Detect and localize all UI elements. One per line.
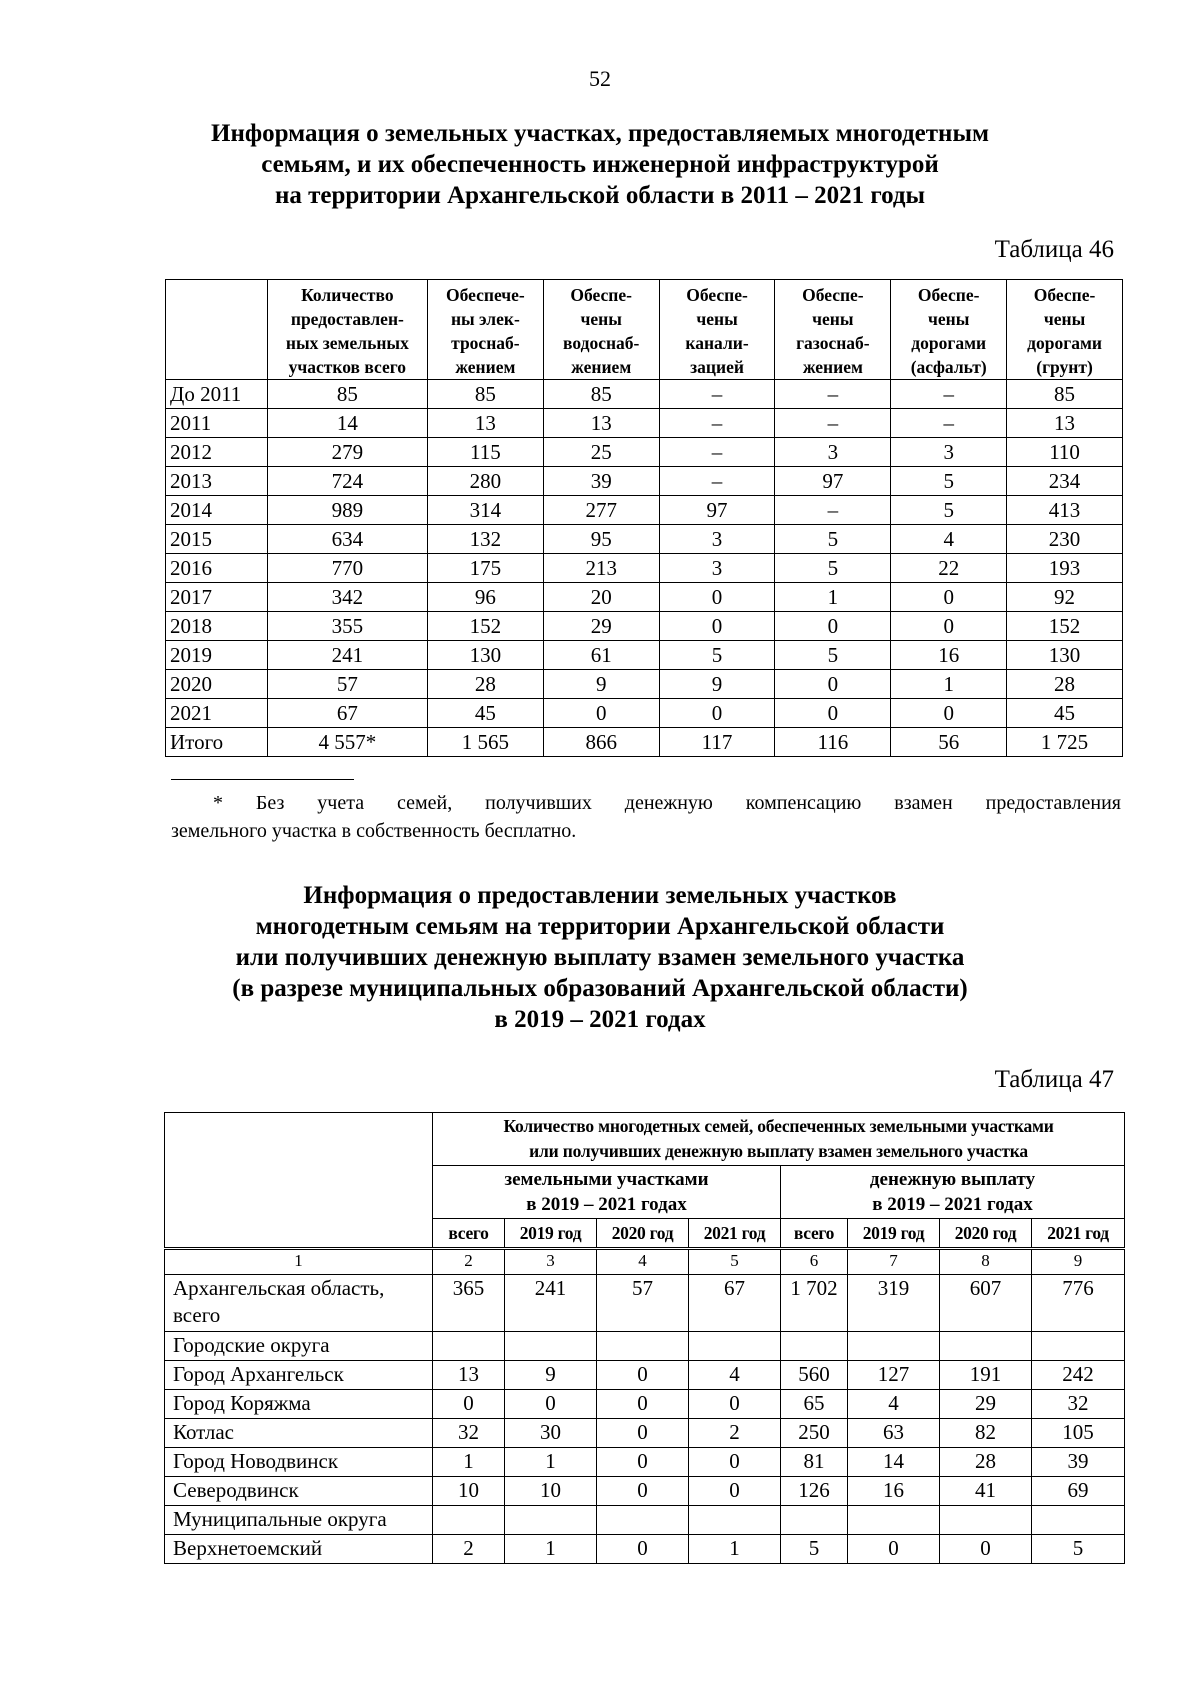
table47-subheader: 2021 год (1032, 1219, 1125, 1249)
table46-cell: 0 (775, 612, 891, 641)
table46-cell: 241 (267, 641, 427, 670)
table46-cell: 61 (543, 641, 659, 670)
table46-cell: 193 (1007, 554, 1123, 583)
table47-cell: 0 (689, 1448, 781, 1477)
table47-header-row (165, 1113, 1125, 1166)
table47-cell (1032, 1332, 1125, 1361)
table46-cell: – (775, 496, 891, 525)
table46-cell: 0 (543, 699, 659, 728)
table46-corner-cell (166, 280, 268, 380)
table47-cell: 5 (781, 1535, 848, 1564)
table47-cell: 0 (848, 1535, 940, 1564)
table47-cell: 32 (1032, 1390, 1125, 1419)
table46-cell: 4 557* (267, 728, 427, 757)
table46-cell: 28 (1007, 670, 1123, 699)
table46-cell: 92 (1007, 583, 1123, 612)
table47-cell (505, 1332, 597, 1361)
table46-cell: 3 (775, 438, 891, 467)
header-line: Обеспе- (686, 285, 748, 305)
table46-cell: 0 (775, 699, 891, 728)
table46-cell: 634 (267, 525, 427, 554)
table46-row (166, 380, 1123, 409)
table47-cell (433, 1506, 505, 1535)
table46-cell: 28 (427, 670, 543, 699)
table46-row (166, 612, 1123, 641)
column-number: 7 (848, 1249, 940, 1275)
table46-title-line: Информация о земельных участках, предоставляемых многодетным (211, 120, 989, 147)
table46-row (166, 583, 1123, 612)
table47-cell: 4 (848, 1390, 940, 1419)
table46-cell: 13 (1007, 409, 1123, 438)
footnote-rule (171, 779, 354, 780)
table46-cell: 0 (891, 699, 1007, 728)
table47-cell: 28 (940, 1448, 1032, 1477)
table46-header-cell (427, 280, 543, 380)
table47-cell (940, 1506, 1032, 1535)
table47-cell (781, 1506, 848, 1535)
table47-group-payment (781, 1166, 1125, 1219)
column-number: 9 (1032, 1249, 1125, 1275)
table47-cell (1032, 1506, 1125, 1535)
table46-cell: 152 (427, 612, 543, 641)
table46-cell: 132 (427, 525, 543, 554)
table46-cell: 277 (543, 496, 659, 525)
table46-cell: 85 (267, 380, 427, 409)
column-number: 5 (689, 1249, 781, 1275)
table46-cell: 413 (1007, 496, 1123, 525)
header-line: Количество многодетных семей, обеспеченных земельными участками (503, 1116, 1054, 1136)
table47-cell: 10 (433, 1477, 505, 1506)
table47-cell: 1 (433, 1448, 505, 1477)
table47-cell: 10 (505, 1477, 597, 1506)
table46-cell: 3 (891, 438, 1007, 467)
table47-cell: 319 (848, 1275, 940, 1332)
table47-cell: 0 (505, 1390, 597, 1419)
header-line: зацией (690, 357, 744, 377)
table46-row (166, 496, 1123, 525)
header-line: дорогами (911, 333, 987, 353)
table46-cell: – (659, 380, 775, 409)
table46-cell: 342 (267, 583, 427, 612)
table47-cell: 16 (848, 1477, 940, 1506)
table46-header-row (166, 280, 1123, 380)
table47-cell: 1 (505, 1448, 597, 1477)
table46-row (166, 699, 1123, 728)
header-line: жением (455, 357, 516, 377)
table46-cell: 97 (659, 496, 775, 525)
table47-cell: 57 (597, 1275, 689, 1332)
table47-cell: 4 (689, 1361, 781, 1390)
header-line: дорогами (1027, 333, 1102, 353)
table46-row (166, 438, 1123, 467)
table47-title-line: многодетным семьям на территории Архангельской области (255, 913, 945, 940)
table47-cell: 0 (597, 1361, 689, 1390)
header-line: (грунт) (1036, 357, 1093, 377)
table47-row-label: Город Новодвинск (165, 1448, 433, 1477)
table46-row (166, 467, 1123, 496)
table46-cell: 5 (775, 554, 891, 583)
table47-row-label: Муниципальные округа (165, 1506, 433, 1535)
table47-cell: 365 (433, 1275, 505, 1332)
table46-cell: 29 (543, 612, 659, 641)
header-line: (асфальт) (910, 357, 987, 377)
table47-cell (433, 1332, 505, 1361)
table46-row-label: 2019 (166, 641, 268, 670)
table46-cell: 0 (775, 670, 891, 699)
header-line: Обеспече- (446, 285, 525, 305)
table47-subheader: всего (781, 1219, 848, 1249)
table47-cell: 250 (781, 1419, 848, 1448)
footnote (171, 789, 1121, 845)
page-number: 52 (589, 66, 611, 91)
table46-cell: 230 (1007, 525, 1123, 554)
header-line: предоставлен- (290, 309, 404, 329)
header-line: чены (696, 309, 738, 329)
table47-row-label: Котлас (165, 1419, 433, 1448)
table47-title-line: в 2019 – 2021 годах (494, 1006, 706, 1033)
table46-title-line: на территории Архангельской области в 2011 – 2021 годы (274, 182, 926, 209)
table46-cell: 25 (543, 438, 659, 467)
header-line: земельными участками (504, 1169, 709, 1190)
table47-cell: 126 (781, 1477, 848, 1506)
table46-cell: 22 (891, 554, 1007, 583)
table46-cell: 175 (427, 554, 543, 583)
header-line: чены (1043, 309, 1086, 329)
table47-cell: 82 (940, 1419, 1032, 1448)
table46-row-label: 2017 (166, 583, 268, 612)
table47-cell (505, 1506, 597, 1535)
table47-cell: 0 (433, 1390, 505, 1419)
table46-row-label: 2021 (166, 699, 268, 728)
table46-cell: 13 (543, 409, 659, 438)
table46-row (166, 409, 1123, 438)
table46-cell: 1 725 (1007, 728, 1123, 757)
table47-cell (848, 1332, 940, 1361)
table47-column-numbers (165, 1249, 1125, 1275)
header-line: денежную выплату (869, 1169, 1036, 1190)
table46-cell: 56 (891, 728, 1007, 757)
table46 (165, 279, 1123, 757)
table46-row-label: Итого (166, 728, 268, 757)
table47-cell: 32 (433, 1419, 505, 1448)
table47 (164, 1112, 1125, 1564)
header-line: Обеспе- (570, 285, 632, 305)
table46-cell: 117 (659, 728, 775, 757)
table46-cell: – (659, 438, 775, 467)
table46-cell: 9 (543, 670, 659, 699)
header-line: в 2019 – 2021 годах (872, 1194, 1033, 1215)
table47-row (165, 1419, 1125, 1448)
table47-cell (940, 1332, 1032, 1361)
table47-row-label: Верхнетоемский (165, 1535, 433, 1564)
table46-cell: 85 (543, 380, 659, 409)
table46-cell: 152 (1007, 612, 1123, 641)
table46-cell: 20 (543, 583, 659, 612)
table46-cell: 234 (1007, 467, 1123, 496)
header-line: жением (571, 357, 632, 377)
table46-cell: 279 (267, 438, 427, 467)
table47-title-line: (в разрезе муниципальных образований Архангельской области) (232, 975, 968, 1002)
table46-cell: 0 (659, 612, 775, 641)
table47-row (165, 1535, 1125, 1564)
table46-cell: 57 (267, 670, 427, 699)
table47-cell: 776 (1032, 1275, 1125, 1332)
table46-cell: 85 (427, 380, 543, 409)
table47-cell: 0 (940, 1535, 1032, 1564)
table46-cell: 110 (1007, 438, 1123, 467)
table47-row-label: Город Архангельск (165, 1361, 433, 1390)
table46-cell: 314 (427, 496, 543, 525)
table46-cell: 5 (891, 496, 1007, 525)
table46-cell: 213 (543, 554, 659, 583)
table46-header-cell (659, 280, 775, 380)
table47-cell: 0 (597, 1477, 689, 1506)
table46-cell: 115 (427, 438, 543, 467)
table46-cell: 0 (659, 699, 775, 728)
table47-cell: 242 (1032, 1361, 1125, 1390)
table46-cell: 4 (891, 525, 1007, 554)
table46-cell: 724 (267, 467, 427, 496)
table47-cell: 13 (433, 1361, 505, 1390)
header-line: Обеспе- (917, 285, 980, 305)
table46-cell: 5 (891, 467, 1007, 496)
table46-cell: 1 (775, 583, 891, 612)
footnote-line: * Без учета семей, получивших денежную компенсацию взамен предоставления (213, 792, 1121, 814)
table47-row (165, 1332, 1125, 1361)
table46-row (166, 554, 1123, 583)
table47-row (165, 1361, 1125, 1390)
table47-cell: 0 (597, 1448, 689, 1477)
column-number: 2 (433, 1249, 505, 1275)
table47-cell: 14 (848, 1448, 940, 1477)
column-number: 6 (781, 1249, 848, 1275)
table47-cell (689, 1506, 781, 1535)
table47-cell: 5 (1032, 1535, 1125, 1564)
header-line: или получивших денежную выплату взамен земельного участка (529, 1141, 1028, 1161)
table46-cell: 45 (427, 699, 543, 728)
header-line: чены (580, 309, 622, 329)
table46-header-cell (1007, 280, 1123, 380)
table47-cell: 0 (597, 1419, 689, 1448)
header-line: канали- (685, 333, 749, 353)
table47-label: Таблица 47 (994, 1066, 1114, 1093)
table46-cell: 3 (659, 554, 775, 583)
table46-cell: 95 (543, 525, 659, 554)
header-line: жением (802, 357, 863, 377)
table47-title-line: или получивших денежную выплату взамен земельного участка (235, 944, 965, 971)
column-number: 1 (165, 1249, 433, 1275)
table47-cell: 41 (940, 1477, 1032, 1506)
table46-cell: 67 (267, 699, 427, 728)
table47-subheader: 2019 год (505, 1219, 597, 1249)
table47-row (165, 1448, 1125, 1477)
table47-row (165, 1390, 1125, 1419)
table46-cell: 5 (775, 525, 891, 554)
header-line: Обеспе- (1033, 285, 1096, 305)
table47-cell (597, 1506, 689, 1535)
table46-cell: 989 (267, 496, 427, 525)
table46-cell: 355 (267, 612, 427, 641)
table47-cell: 81 (781, 1448, 848, 1477)
table47-cell: 0 (689, 1390, 781, 1419)
table47-cell: 127 (848, 1361, 940, 1390)
table47-cell: 29 (940, 1390, 1032, 1419)
footnote-line: земельного участка в собственность бесплатно. (171, 820, 577, 842)
table46-cell: 280 (427, 467, 543, 496)
table46-cell: 39 (543, 467, 659, 496)
table47-row-label: Город Коряжма (165, 1390, 433, 1419)
table46-row-label: 2012 (166, 438, 268, 467)
table46-cell: 0 (659, 583, 775, 612)
table46-cell: 96 (427, 583, 543, 612)
table46-cell: 0 (891, 583, 1007, 612)
header-line: газоснаб- (796, 333, 870, 353)
table46-cell: 16 (891, 641, 1007, 670)
table46-cell: – (891, 409, 1007, 438)
table46-cell: 5 (659, 641, 775, 670)
table46-cell: – (659, 467, 775, 496)
table47-row-label (165, 1275, 433, 1332)
table46-title (100, 118, 1100, 211)
table47-cell: 2 (433, 1535, 505, 1564)
table46-row-label: 2014 (166, 496, 268, 525)
table47-row (165, 1477, 1125, 1506)
table47-cell: 30 (505, 1419, 597, 1448)
table47-group-land (433, 1166, 781, 1219)
table46-row-label: 2011 (166, 409, 268, 438)
header-line: ных земельных (285, 333, 409, 353)
header-line: ны элек- (450, 309, 520, 329)
row-label-line: всего (173, 1303, 221, 1327)
table47-cell: 65 (781, 1390, 848, 1419)
table46-cell: 130 (427, 641, 543, 670)
table46-cell: 45 (1007, 699, 1123, 728)
table47-row-label: Городские округа (165, 1332, 433, 1361)
table46-cell: 116 (775, 728, 891, 757)
table46-row (166, 670, 1123, 699)
column-number: 8 (940, 1249, 1032, 1275)
table46-cell: 1 (891, 670, 1007, 699)
table47-subheader: 2020 год (940, 1219, 1032, 1249)
table47-cell (689, 1332, 781, 1361)
table46-label: Таблица 46 (994, 236, 1114, 263)
table47-cell: 1 702 (781, 1275, 848, 1332)
table46-cell: – (891, 380, 1007, 409)
table46-cell: 5 (775, 641, 891, 670)
table46-cell: 0 (891, 612, 1007, 641)
table46-cell: 770 (267, 554, 427, 583)
table46-cell: 14 (267, 409, 427, 438)
table46-title-line: семьям, и их обеспеченность инженерной инфраструктурой (261, 151, 939, 178)
table46-cell: 130 (1007, 641, 1123, 670)
table46-header-cell (891, 280, 1007, 380)
table47-subheader: всего (433, 1219, 505, 1249)
header-line: троснаб- (451, 333, 520, 353)
table47-cell: 2 (689, 1419, 781, 1448)
table47-cell: 67 (689, 1275, 781, 1332)
table47-cell: 0 (597, 1390, 689, 1419)
header-line: водоснаб- (563, 333, 640, 353)
table47-corner-cell (165, 1113, 433, 1249)
table47-cell: 0 (689, 1477, 781, 1506)
table47-cell: 191 (940, 1361, 1032, 1390)
table46-row-label: 2020 (166, 670, 268, 699)
row-label-line: Архангельская область, (173, 1276, 385, 1300)
table46-header-cell (267, 280, 427, 380)
table47-row (165, 1506, 1125, 1535)
table47-cell: 0 (597, 1535, 689, 1564)
table46-cell: 3 (659, 525, 775, 554)
table47-cell (597, 1332, 689, 1361)
table47-cell: 1 (689, 1535, 781, 1564)
header-line: чены (928, 309, 970, 329)
table46-cell: 1 565 (427, 728, 543, 757)
table46-cell: 9 (659, 670, 775, 699)
table46-cell: 13 (427, 409, 543, 438)
table46-row-label: До 2011 (166, 380, 268, 409)
table47-cell: 241 (505, 1275, 597, 1332)
table47-cell: 1 (505, 1535, 597, 1564)
table47-cell (781, 1332, 848, 1361)
table46-cell: – (775, 409, 891, 438)
table46-row (166, 525, 1123, 554)
table47-subheader: 2020 год (597, 1219, 689, 1249)
table46-row-label: 2015 (166, 525, 268, 554)
table47-subheader: 2019 год (848, 1219, 940, 1249)
table47-row (165, 1275, 1125, 1332)
table46-cell: – (775, 380, 891, 409)
table46-header-cell (775, 280, 891, 380)
header-line: чены (812, 309, 854, 329)
table47-cell: 69 (1032, 1477, 1125, 1506)
table47-row-label: Северодвинск (165, 1477, 433, 1506)
header-line: Количество (301, 285, 394, 305)
table46-row-label: 2016 (166, 554, 268, 583)
table47-cell (848, 1506, 940, 1535)
header-line: в 2019 – 2021 годах (526, 1194, 687, 1215)
table47-subheader: 2021 год (689, 1219, 781, 1249)
table46-cell: 85 (1007, 380, 1123, 409)
table46-row-label: 2013 (166, 467, 268, 496)
table47-cell: 39 (1032, 1448, 1125, 1477)
table46-header-cell (543, 280, 659, 380)
table46-row (166, 728, 1123, 757)
table46-row-label: 2018 (166, 612, 268, 641)
table47-cell: 63 (848, 1419, 940, 1448)
header-line: Обеспе- (802, 285, 864, 305)
table46-row (166, 641, 1123, 670)
table47-cell: 607 (940, 1275, 1032, 1332)
table47-cell: 9 (505, 1361, 597, 1390)
header-line: участков всего (288, 357, 407, 377)
table47-cell: 560 (781, 1361, 848, 1390)
table46-cell: – (659, 409, 775, 438)
column-number: 3 (505, 1249, 597, 1275)
table46-cell: 97 (775, 467, 891, 496)
table47-title-line: Информация о предоставлении земельных участков (303, 882, 897, 909)
column-number: 4 (597, 1249, 689, 1275)
table47-cell: 105 (1032, 1419, 1125, 1448)
table47-title (100, 880, 1100, 1035)
table46-cell: 866 (543, 728, 659, 757)
table47-header-top (433, 1113, 1125, 1166)
